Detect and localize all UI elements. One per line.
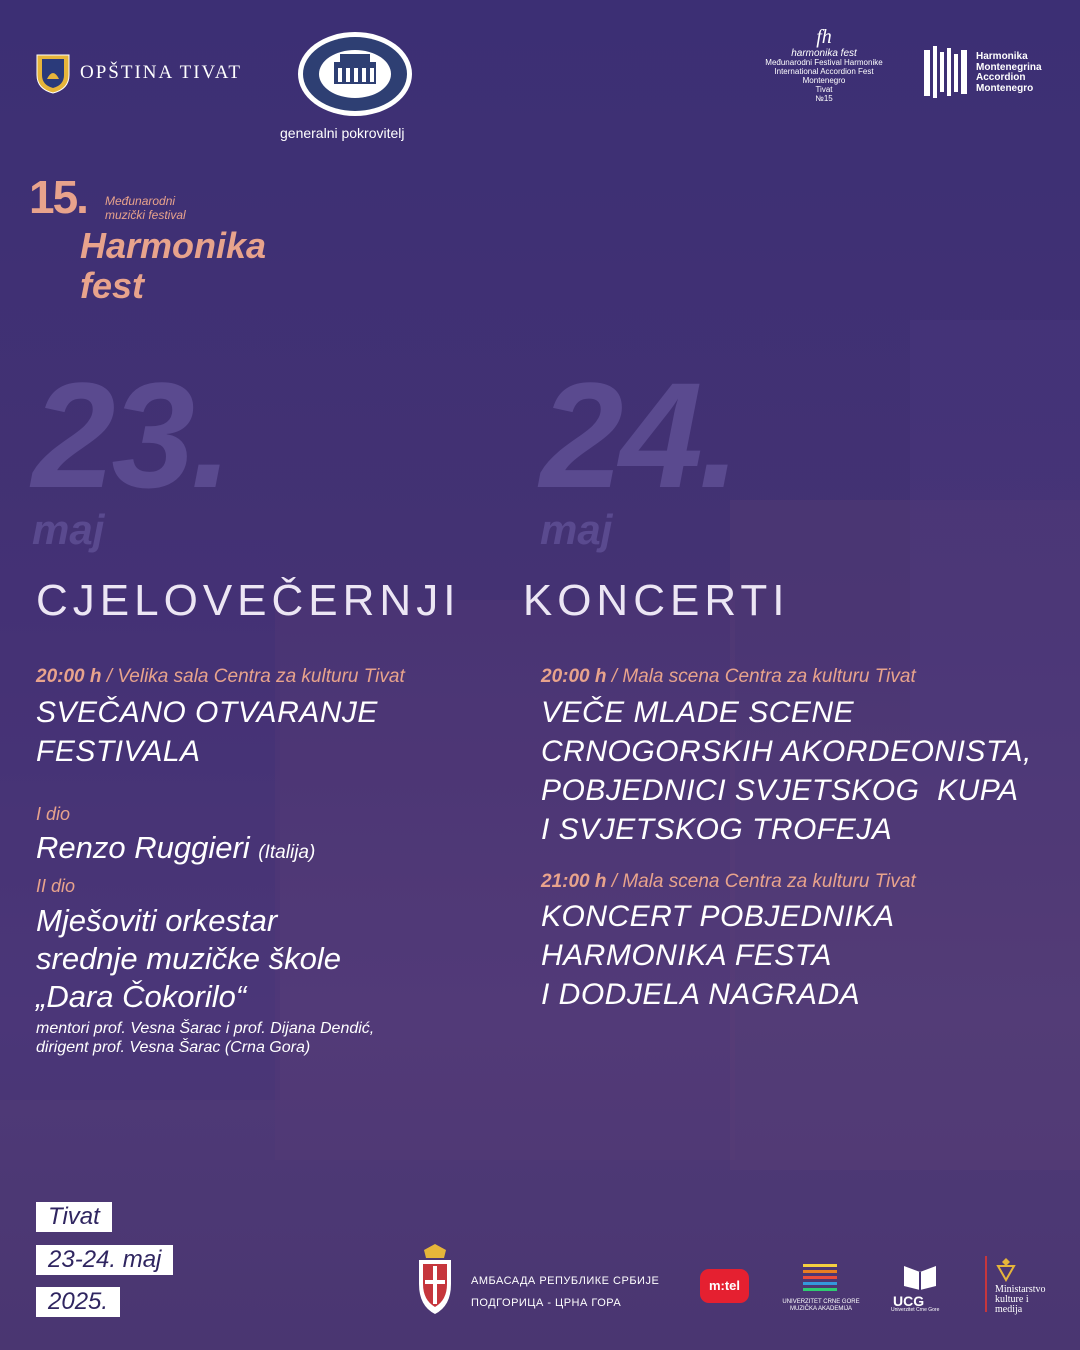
city-tag: Tivat bbox=[36, 1202, 112, 1232]
festival-name-line: fest bbox=[80, 265, 145, 306]
right-event-1-title bbox=[541, 693, 1032, 849]
right-event-1-line: CRNOGORSKIH AKORDEONISTA, bbox=[541, 735, 1032, 768]
part-2-label: II dio bbox=[36, 876, 76, 896]
performer-line: srednje muzičke škole bbox=[36, 941, 341, 976]
festival-subtitle-line: Međunarodni bbox=[105, 194, 176, 208]
hf-logo-line: harmonika fest bbox=[791, 48, 857, 59]
performer-line: Mješoviti orkestar bbox=[36, 903, 278, 938]
right-event-2-hour: 21:00 h bbox=[541, 871, 607, 892]
right-event-1-line: VEČE MLADE SCENE bbox=[541, 696, 855, 729]
part-2-performer bbox=[36, 902, 341, 1016]
embassy-line: АМБАСАДА РЕПУБЛИКЕ СРБИЈЕ bbox=[471, 1275, 660, 1287]
ministry-label bbox=[995, 1285, 1046, 1315]
music-academy-logo-icon bbox=[803, 1262, 837, 1297]
academy-line: UNIVERZITET CRNE GORE bbox=[782, 1299, 860, 1305]
embassy-label bbox=[471, 1270, 659, 1314]
hf-logo-line: Međunarodni Festival Harmonike bbox=[765, 58, 883, 67]
academy-line: MUZIČKA AKADEMIJA bbox=[789, 1306, 852, 1312]
hm-line: Harmonika bbox=[976, 51, 1028, 62]
performer-line: „Dara Čokorilo“ bbox=[36, 979, 247, 1014]
date-day-2: 24. bbox=[540, 351, 737, 519]
municipality-name: OPŠTINA TIVAT bbox=[80, 62, 243, 83]
mentors-line: mentori prof. Vesna Šarac i prof. Dijana Dendić, bbox=[36, 1020, 375, 1037]
hf-monogram: fh bbox=[816, 26, 832, 48]
harmonika-montenegrina-logo-text bbox=[976, 52, 1042, 94]
left-event-title-line: SVEČANO OTVARANJE bbox=[36, 696, 378, 729]
performer-country: (Italija) bbox=[258, 842, 316, 863]
right-event-2-title bbox=[541, 897, 895, 1014]
ucg-book-icon bbox=[902, 1262, 938, 1295]
right-event-1-hour: 20:00 h bbox=[541, 666, 607, 687]
mentors-line: dirigent prof. Vesna Šarac (Crna Gora) bbox=[36, 1039, 311, 1056]
performer-name: Renzo Ruggieri bbox=[36, 830, 250, 865]
hf-logo-line: Montenegro bbox=[802, 76, 846, 85]
ckt-seal-logo bbox=[296, 30, 414, 118]
ministry-crest-icon bbox=[995, 1258, 1017, 1287]
festival-name-line: Harmonika bbox=[80, 225, 267, 266]
right-event-1-venue: / Mala scena Centra za kulturu Tivat bbox=[606, 666, 916, 687]
festival-edition: 15. bbox=[29, 171, 87, 223]
left-event-title bbox=[36, 693, 378, 771]
right-event-1-time bbox=[541, 666, 916, 688]
right-event-2-time bbox=[541, 871, 916, 893]
right-event-1-line: POBJEDNICI SVJETSKOG KUPA bbox=[541, 774, 1019, 807]
ucg-sub-label: Univerzitet Crne Gore bbox=[891, 1307, 940, 1313]
date-day-1: 23. bbox=[32, 351, 229, 519]
harmonika-fest-logo bbox=[760, 26, 888, 103]
part-1-performer bbox=[36, 829, 315, 872]
right-event-2-line: I DODJELA NAGRADA bbox=[541, 978, 861, 1011]
festival-name bbox=[80, 226, 266, 306]
ucg-label: UCG bbox=[893, 1293, 925, 1309]
ministry-line: kulture i bbox=[995, 1294, 1029, 1305]
part-1-label: I dio bbox=[36, 804, 71, 824]
left-event-hour: 20:00 h bbox=[36, 666, 102, 687]
date-range-tag: 23-24. maj bbox=[36, 1245, 173, 1275]
music-academy-label bbox=[780, 1299, 862, 1313]
general-sponsor-label: generalni pokrovitelj bbox=[280, 125, 405, 141]
hm-line: Montenegro bbox=[976, 82, 1034, 94]
ministry-divider bbox=[985, 1256, 987, 1312]
festival-subtitle-line: muzički festival bbox=[105, 208, 186, 222]
opstina-crest-icon bbox=[33, 51, 73, 95]
right-event-1-line: I SVJETSKOG TROFEJA bbox=[541, 813, 893, 846]
section-title: CJELOVEČERNJI KONCERTI bbox=[36, 576, 790, 625]
left-event-title-line: FESTIVALA bbox=[36, 735, 201, 768]
mtel-logo: m:tel bbox=[700, 1269, 749, 1303]
embassy-line: ПОДГОРИЦА - ЦРНА ГОРА bbox=[471, 1297, 622, 1309]
date-month-1: maj bbox=[32, 506, 105, 553]
accordion-icon bbox=[924, 46, 970, 105]
year-tag: 2025. bbox=[36, 1287, 120, 1317]
serbia-coat-of-arms-icon bbox=[416, 1244, 454, 1323]
hm-line: Accordion bbox=[976, 72, 1026, 83]
festival-subtitle bbox=[105, 194, 186, 222]
left-event-time bbox=[36, 666, 405, 688]
mentors-note bbox=[36, 1019, 374, 1057]
date-month-2: maj bbox=[540, 506, 613, 553]
hm-line: Montenegrina bbox=[976, 61, 1042, 73]
hf-logo-line: International Accordion Fest bbox=[774, 67, 874, 76]
hf-logo-line: №15 bbox=[815, 94, 833, 103]
right-event-2-venue: / Mala scena Centra za kulturu Tivat bbox=[606, 871, 916, 892]
right-event-2-line: HARMONIKA FESTA bbox=[541, 939, 832, 972]
ministry-line: medija bbox=[995, 1304, 1023, 1315]
hf-logo-line: Tivat bbox=[815, 85, 833, 94]
ministry-line: Ministarstvo bbox=[995, 1284, 1046, 1295]
right-event-2-line: KONCERT POBJEDNIKA bbox=[541, 900, 895, 933]
left-event-venue: / Velika sala Centra za kulturu Tivat bbox=[101, 666, 405, 687]
